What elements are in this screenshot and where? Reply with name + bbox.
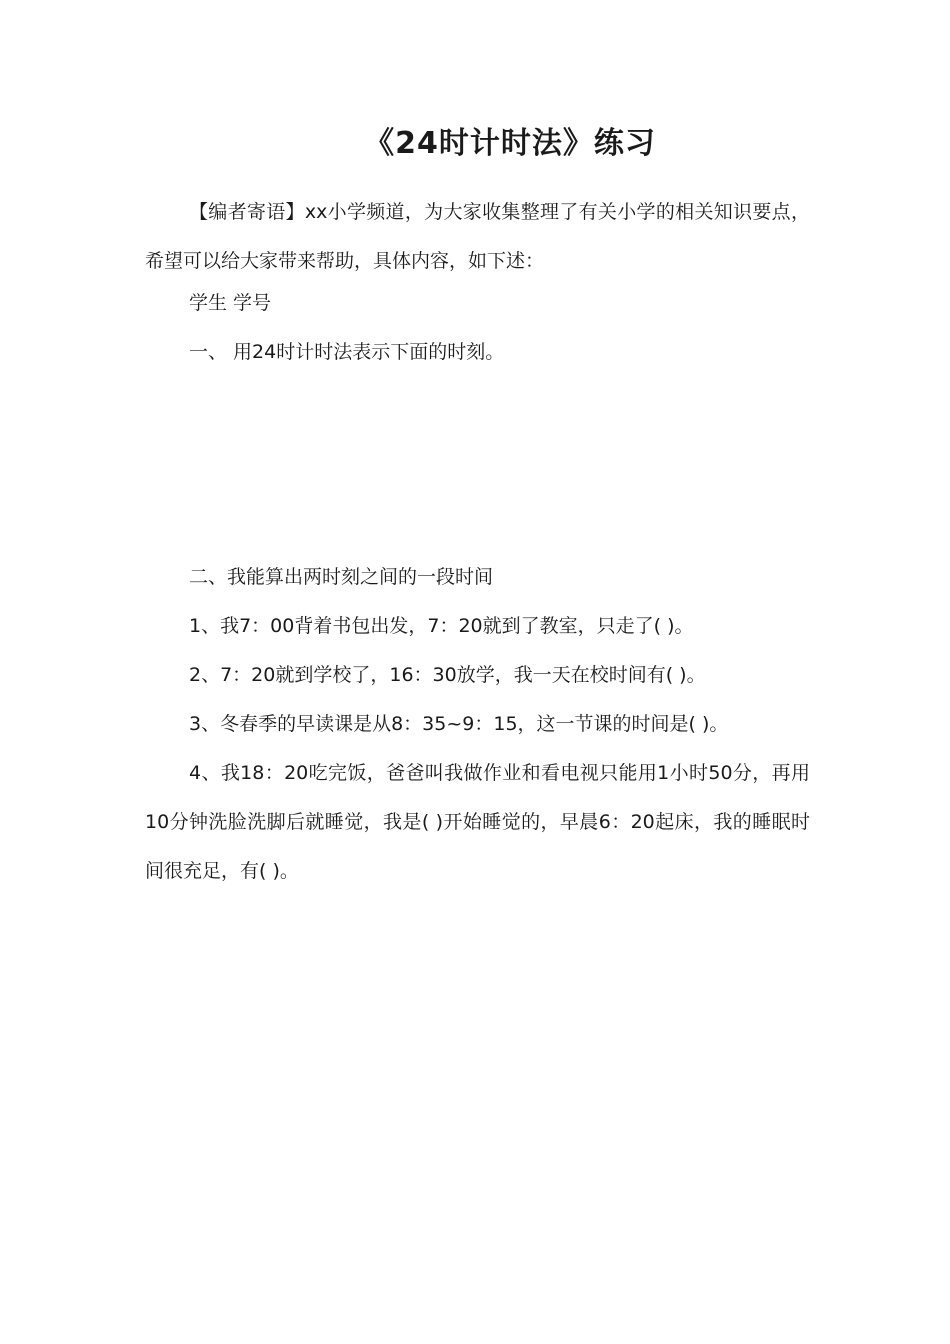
intro-block [145, 188, 810, 286]
student-info-line: 学生 学号 [189, 292, 272, 314]
question-item: 1、我7：00背着书包出发，7：20就到了教室，只走了( )。 [189, 615, 694, 637]
section-2-heading: 二、我能算出两时刻之间的一段时间 [189, 566, 494, 588]
student-line-block [145, 279, 810, 328]
question-item: 3、冬春季的早读课是从8：35~9：15，这一节课的时间是( )。 [189, 713, 729, 735]
section-2 [145, 553, 810, 896]
question-item: 2、7：20就到学校了，16：30放学，我一天在校时间有( )。 [189, 664, 706, 686]
question-item: 4、我18：20吃完饭，爸爸叫我做作业和看电视只能用1小时50分，再用10分钟洗脸洗脚后就睡觉，我是( )开始睡觉的，早晨6：20起床，我的睡眠时间很充足，有( )。 [145, 762, 810, 882]
section-1 [145, 328, 810, 377]
document-title: 《24时计时法》练习 [364, 126, 656, 161]
intro-paragraph: 【编者寄语】xx小学频道，为大家收集整理了有关小学的相关知识要点，希望可以给大家带来帮助，具体内容，如下述： [145, 201, 810, 272]
section-1-heading: 一、 用24时计时法表示下面的时刻。 [189, 341, 505, 363]
